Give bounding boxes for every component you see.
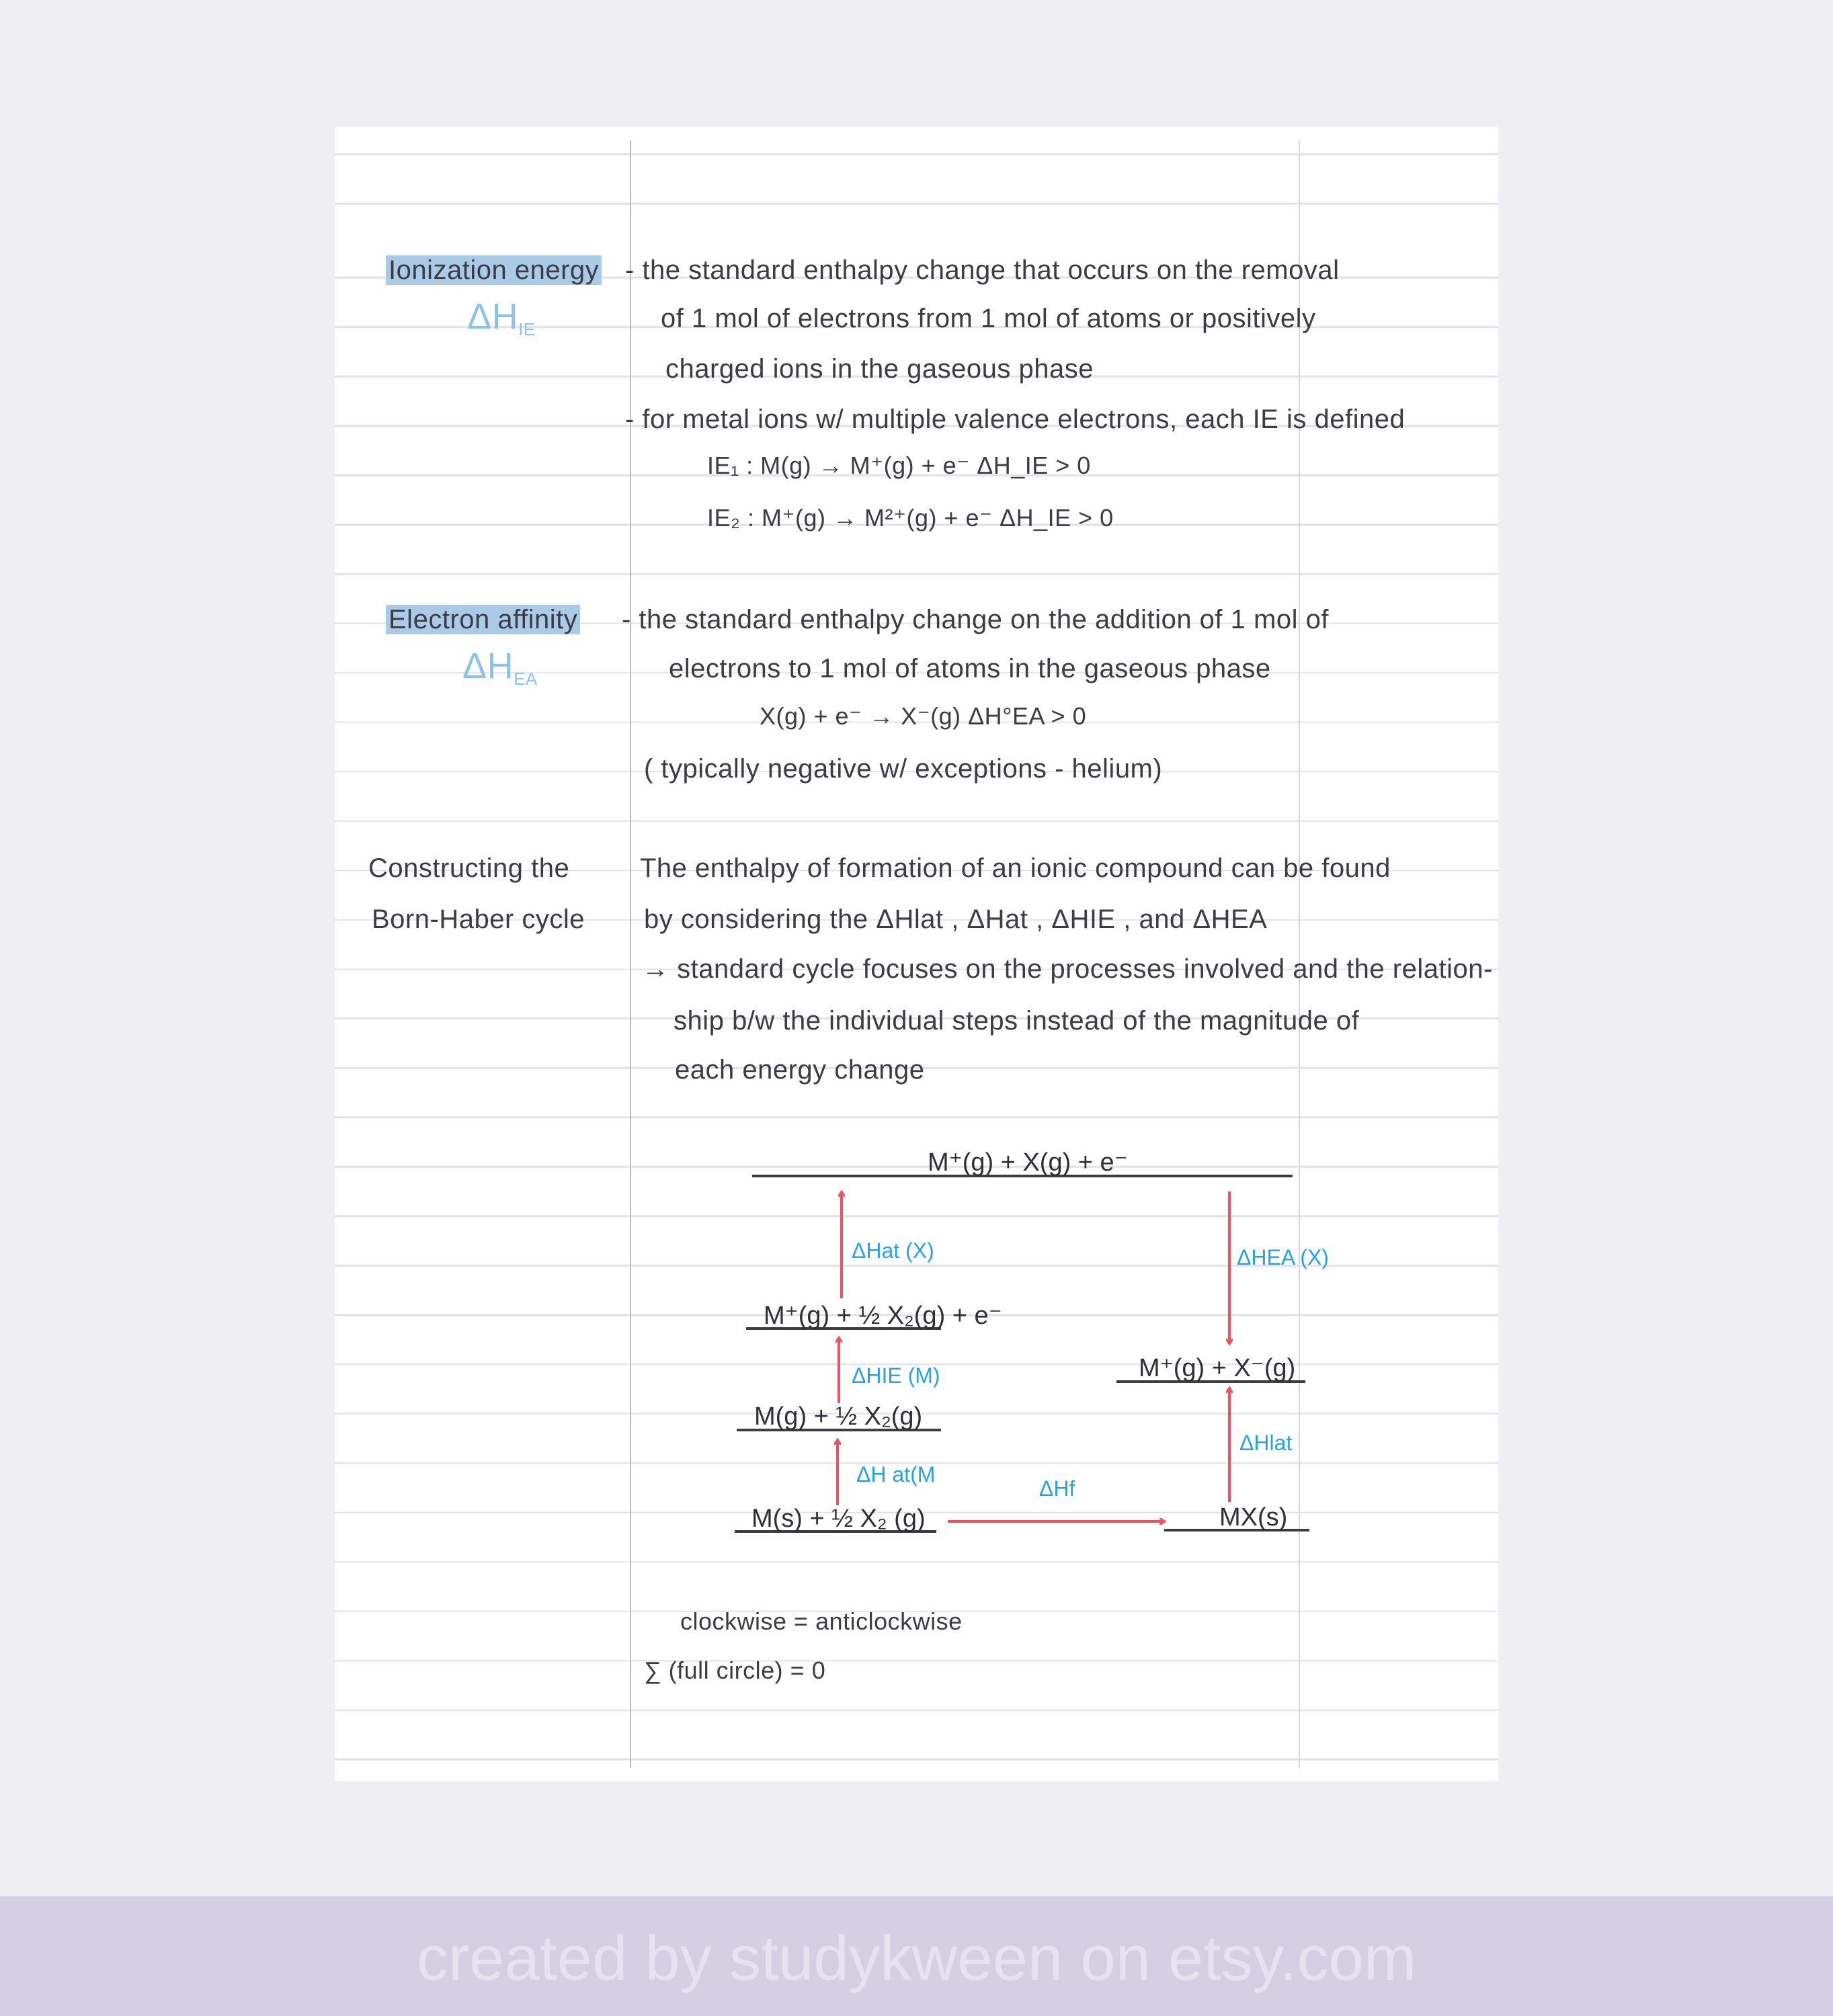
label-dh-f: ΔHf: [1039, 1476, 1075, 1501]
label-dh-at-x: ΔHat (X): [852, 1238, 934, 1263]
ie-def-line-2: of 1 mol of electrons from 1 mol of atoms or positively: [661, 304, 1316, 333]
rule-sum-zero: ∑ (full circle) = 0: [644, 1656, 826, 1684]
symbol-sub: IE: [518, 319, 536, 339]
term-born-haber-1: Constructing the: [368, 853, 570, 883]
bh-line-4: ship b/w the individual steps instead of the magnitude of: [674, 1006, 1360, 1036]
footer-credit: created by studykween on etsy.com: [416, 1923, 1417, 1993]
level-label-right-bottom: MX(s): [1219, 1503, 1288, 1531]
label-dh-lat: ΔHlat: [1239, 1431, 1293, 1455]
level-label-right-mid: M⁺(g) + X⁻(g): [1139, 1354, 1296, 1382]
label-dh-ea-x: ΔHEA (X): [1237, 1245, 1329, 1269]
term-label: Ionization energy: [386, 255, 602, 285]
ie-def-line-4: - for metal ions w/ multiple valence electrons, each IE is defined: [625, 405, 1406, 434]
ie-equation-2: IE₂ : M⁺(g) → M²⁺(g) + e⁻ ΔH_IE > 0: [707, 504, 1114, 532]
ea-equation: X(g) + e⁻ → X⁻(g) ΔH°EA > 0: [760, 702, 1087, 730]
ie-equation-1: IE₁ : M(g) → M⁺(g) + e⁻ ΔH_IE > 0: [707, 452, 1091, 479]
symbol-main: ΔH: [467, 296, 519, 337]
level-label-4: M(s) + ½ X₂ (g): [751, 1505, 926, 1533]
label-dh-at-m: ΔH at(M: [856, 1462, 936, 1486]
ie-def-line-3: charged ions in the gaseous phase: [665, 354, 1094, 384]
term-label: Electron affinity: [386, 605, 580, 634]
bh-line-3: → standard cycle focuses on the processes involved and the relation-: [642, 954, 1493, 984]
ie-def-line-1: - the standard enthalpy change that occurs on the removal: [625, 255, 1340, 285]
rule-clockwise: clockwise = anticlockwise: [680, 1607, 963, 1635]
level-label-2: M⁺(g) + ½ X₂(g) + e⁻: [764, 1302, 1002, 1330]
symbol-sub: EA: [514, 669, 538, 689]
footer-banner: [0, 1896, 1833, 2016]
level-label-top: M⁺(g) + X(g) + e⁻: [928, 1148, 1128, 1177]
bh-line-5: each energy change: [675, 1055, 925, 1085]
ea-note: ( typically negative w/ exceptions - helium): [644, 754, 1163, 784]
label-dh-ie-m: ΔHIE (M): [852, 1363, 940, 1388]
bh-line-1: The enthalpy of formation of an ionic compound can be found: [640, 853, 1391, 883]
ea-def-line-2: electrons to 1 mol of atoms in the gaseous phase: [669, 654, 1271, 683]
ea-def-line-1: - the standard enthalpy change on the addition of 1 mol of: [622, 605, 1329, 634]
term-born-haber-2: Born-Haber cycle: [372, 905, 585, 934]
level-label-3: M(g) + ½ X₂(g): [754, 1402, 923, 1431]
symbol-main: ΔH: [462, 646, 514, 686]
bh-line-2: by considering the ΔHlat , ΔHat , ΔHIE , and ΔHEA: [644, 905, 1268, 934]
